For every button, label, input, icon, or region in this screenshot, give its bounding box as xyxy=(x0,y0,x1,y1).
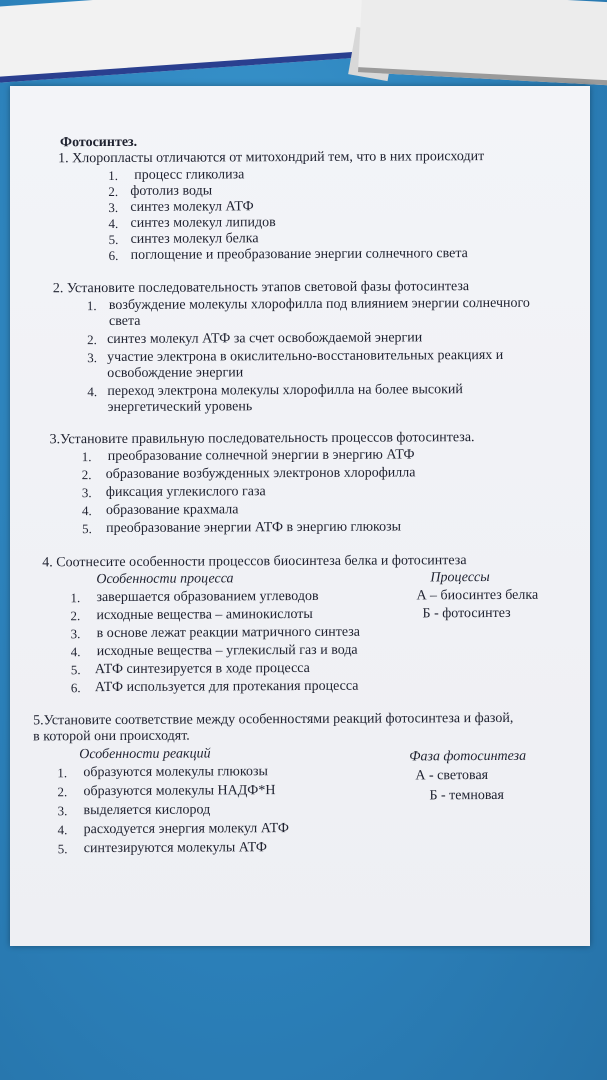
q5-option: Б - темновая xyxy=(429,787,504,804)
q1-item-text: процесс гликолиза xyxy=(134,167,245,183)
q3-item-number: 3. xyxy=(81,485,92,501)
book-right-page xyxy=(358,0,607,86)
q5-item-number: 2. xyxy=(57,784,68,800)
q4-item-number: 6. xyxy=(70,680,81,696)
q4-item-number: 3. xyxy=(70,626,81,642)
q3-question: 3.Установите правильную последовательность процессов фотосинтеза. xyxy=(49,430,475,448)
q4-item-number: 1. xyxy=(70,590,81,606)
q5-item-text: образуются молекулы НАДФ*Н xyxy=(83,783,276,800)
q5-left-header: Особенности реакций xyxy=(79,746,211,763)
q3-item-text: преобразование энергии АТФ в энергию глюкозы xyxy=(106,519,402,537)
q1-item-number: 3. xyxy=(108,199,119,215)
q2-item-text: синтез молекул АТФ за счет освобождаемой энергии xyxy=(107,330,423,348)
worksheet-title: Фотосинтез. xyxy=(60,134,138,151)
q3-item-number: 4. xyxy=(81,503,92,519)
q4-item-text: АТФ используется для протекания процесса xyxy=(94,678,359,696)
q4-item-text: в основе лежат реакции матричного синтеза xyxy=(96,624,361,642)
q3-item-text: преобразование солнечной энергии в энергию АТФ xyxy=(107,447,415,465)
q1-item-text: фотолиз воды xyxy=(130,183,213,199)
q4-item-text: АТФ синтезируется в ходе процесса xyxy=(94,660,310,678)
q1-question: 1. Хлоропласты отличаются от митохондрий тем, что в них происходит xyxy=(58,149,485,167)
book-left-page xyxy=(0,0,372,83)
q1-item-number: 6. xyxy=(108,247,119,263)
q2-item-text-cont: энергетический уровень xyxy=(107,399,253,416)
q1-item-text: синтез молекул белка xyxy=(130,231,259,247)
worksheet-paper xyxy=(10,86,590,946)
q2-item-number: 2. xyxy=(87,332,97,348)
q5-item-text: расходуется энергия молекул АТФ xyxy=(83,821,290,838)
q3-item-number: 1. xyxy=(81,449,92,465)
q5-item-number: 4. xyxy=(57,822,68,838)
q3-item-text: образование возбужденных электронов хлорофилла xyxy=(105,465,416,483)
q1-item-number: 1. xyxy=(108,167,119,183)
q4-option: Б - фотосинтез xyxy=(422,605,511,622)
q2-item-number: 4. xyxy=(87,384,98,400)
q2-item-text: участие электрона в окислительно-восстановительных реакциях и xyxy=(107,347,504,366)
q5-question-cont: в которой они происходят. xyxy=(33,728,190,745)
q5-right-header: Фаза фотосинтеза xyxy=(409,748,527,765)
open-book xyxy=(0,0,607,82)
q2-item-number: 1. xyxy=(86,298,97,314)
q4-item-number: 2. xyxy=(70,608,81,624)
q4-item-number: 4. xyxy=(70,644,81,660)
q4-item-text: завершается образованием углеводов xyxy=(96,588,319,606)
q5-question: 5.Установите соответствие между особенностями реакций фотосинтеза и фазой, xyxy=(33,710,514,729)
q2-item-text: возбуждение молекулы хлорофилла под влиянием энергии солнечного xyxy=(108,295,530,313)
q5-item-text: образуются молекулы глюкозы xyxy=(83,764,268,781)
q5-option: А - световая xyxy=(415,768,489,784)
q3-item-number: 5. xyxy=(82,521,92,537)
q2-question: 2. Установите последовательность этапов световой фазы фотосинтеза xyxy=(52,279,470,297)
q1-item-text: синтез молекул АТФ xyxy=(130,199,254,215)
q4-item-text: исходные вещества – аминокислоты xyxy=(96,606,313,624)
q1-item-text: поглощение и преобразование энергии солнечного света xyxy=(130,246,468,263)
q1-item-text: синтез молекул липидов xyxy=(130,215,276,231)
q4-item-number: 5. xyxy=(70,662,81,678)
q2-item-text-cont: освобождение энергии xyxy=(107,365,244,382)
q4-right-header: Процессы xyxy=(430,570,490,586)
q4-left-header: Особенности процесса xyxy=(96,571,234,588)
q2-item-number: 3. xyxy=(87,350,97,366)
q3-item-text: фиксация углекислого газа xyxy=(105,484,266,501)
q5-item-text: синтезируются молекулы АТФ xyxy=(83,840,267,857)
q1-item-number: 2. xyxy=(108,183,119,199)
q5-item-text: выделяется кислород xyxy=(83,802,211,819)
q1-item-number: 5. xyxy=(108,231,119,247)
q1-item-number: 4. xyxy=(108,215,119,231)
q5-item-number: 1. xyxy=(57,765,68,781)
q3-item-number: 2. xyxy=(81,467,92,483)
q4-option: А – биосинтез белка xyxy=(416,587,539,604)
q2-item-text-cont: света xyxy=(108,313,141,329)
q4-question: 4. Соотнесите особенности процессов биосинтеза белка и фотосинтеза xyxy=(42,553,467,571)
q4-item-text: исходные вещества – углекислый газ и вода xyxy=(96,642,358,660)
q2-item-text: переход электрона молекулы хлорофилла на более высокий xyxy=(107,382,463,400)
q5-item-number: 3. xyxy=(57,803,68,819)
q3-item-text: образование крахмала xyxy=(105,502,239,519)
q5-item-number: 5. xyxy=(57,841,68,857)
